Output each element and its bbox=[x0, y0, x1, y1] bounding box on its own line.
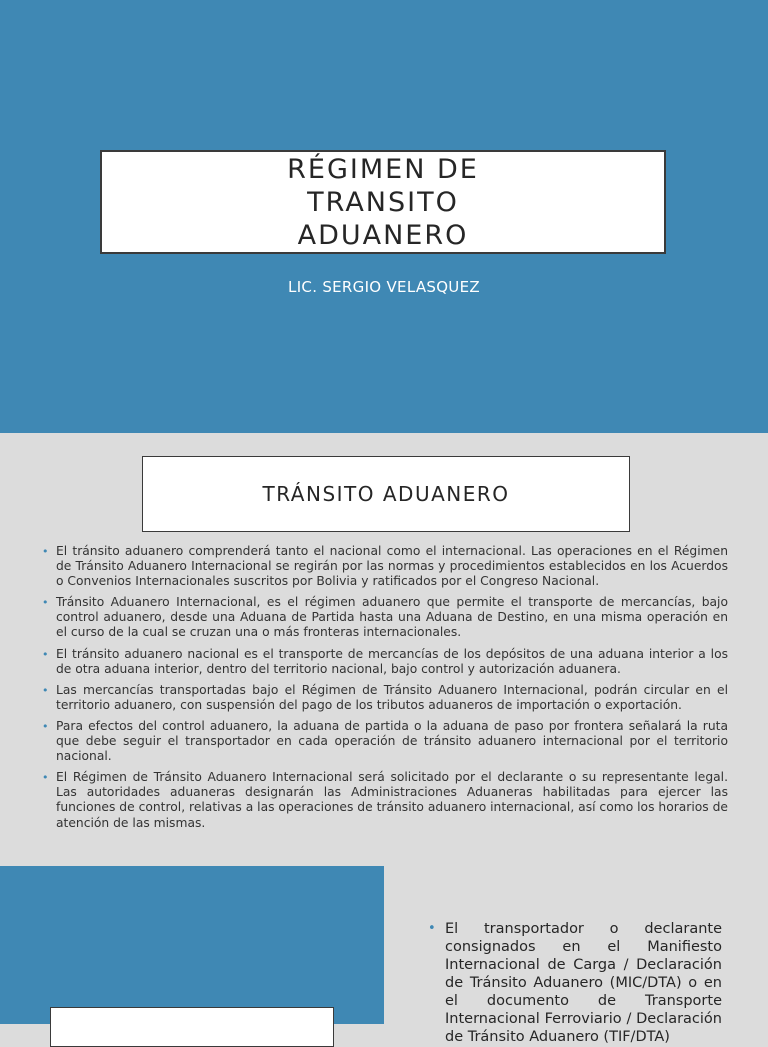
bullet-text: El Régimen de Tránsito Aduanero Internacional será solicitado por el declarante o su representante legal. Las autoridades aduaneras designarán las Administraciones Aduaneras habilitadas para ejercer las funciones de control, relativas a las operaciones de tránsito aduanero internacional, así como los horarios de atención de las mismas. bbox=[56, 770, 728, 830]
bullet-icon: • bbox=[42, 596, 49, 610]
bullet-icon: • bbox=[42, 545, 49, 558]
bullet-text: El tránsito aduanero comprenderá tanto el nacional como el internacional. Las operaciones en el Régimen de Tránsito Aduanero Internacional se regirán por las normas y procedimientos establecidos en los Acuerdos o Convenios Internacionales suscritos por Bolivia y ratificados por el Congreso Nacional. bbox=[56, 544, 728, 589]
presentation-title: RÉGIMEN DE TRANSITO ADUANERO bbox=[287, 153, 479, 251]
bullet-list bbox=[40, 544, 728, 837]
list-item bbox=[40, 719, 728, 764]
bullet-list bbox=[428, 920, 722, 1046]
list-item bbox=[40, 544, 728, 589]
bullet-text: Tránsito Aduanero Internacional, es el régimen aduanero que permite el transporte de mercancías, bajo control aduanero, desde una Aduana de Partida hasta una Aduana de Destino, en una misma operación en el curso de la cual se cruzan una o más fronteras internacionales. bbox=[56, 595, 728, 640]
slide-heading: TRÁNSITO ADUANERO bbox=[262, 482, 510, 506]
slide-title bbox=[0, 0, 768, 433]
bullet-icon: • bbox=[42, 647, 49, 661]
list-item bbox=[40, 647, 728, 677]
list-item bbox=[40, 595, 728, 640]
bullet-text: El tránsito aduanero nacional es el transporte de mercancías de los depósitos de una aduana interior a los de otra aduana interior, dentro del territorio nacional, bajo control y autorización aduanera. bbox=[56, 646, 728, 676]
list-item bbox=[40, 770, 728, 830]
heading-box bbox=[142, 456, 630, 532]
title-box bbox=[100, 150, 666, 254]
bullet-text: Para efectos del control aduanero, la aduana de partida o la aduana de paso por frontera señalará la ruta que debe seguir el transportador en cada operación de tránsito aduanero internacional por el territorio nacional. bbox=[56, 718, 728, 764]
slide-partial bbox=[0, 866, 768, 1045]
bullet-icon: • bbox=[42, 771, 49, 785]
bullet-icon: • bbox=[42, 683, 49, 697]
presentation-subtitle: LIC. SERGIO VELASQUEZ bbox=[288, 278, 480, 296]
bullet-icon: • bbox=[428, 921, 436, 936]
list-item bbox=[428, 920, 722, 1046]
bullet-text: Las mercancías transportadas bajo el Régimen de Tránsito Aduanero Internacional, podrán circular en el territorio aduanero, con suspensión del pago de los tributos aduaneros de importación o exportación. bbox=[56, 682, 728, 712]
heading-box bbox=[50, 1007, 334, 1047]
blue-panel bbox=[0, 866, 384, 1024]
list-item bbox=[40, 683, 728, 713]
bullet-icon: • bbox=[42, 719, 49, 733]
slide-transito-aduanero bbox=[0, 433, 768, 866]
bullet-text: El transportador o declarante consignados en el Manifiesto Internacional de Carga / Declaración de Tránsito Aduanero (MIC/DTA) o en el documento de Transporte Internacional Ferroviario / Declaración de Tránsito Aduanero (TIF/DTA) bbox=[445, 921, 722, 1045]
